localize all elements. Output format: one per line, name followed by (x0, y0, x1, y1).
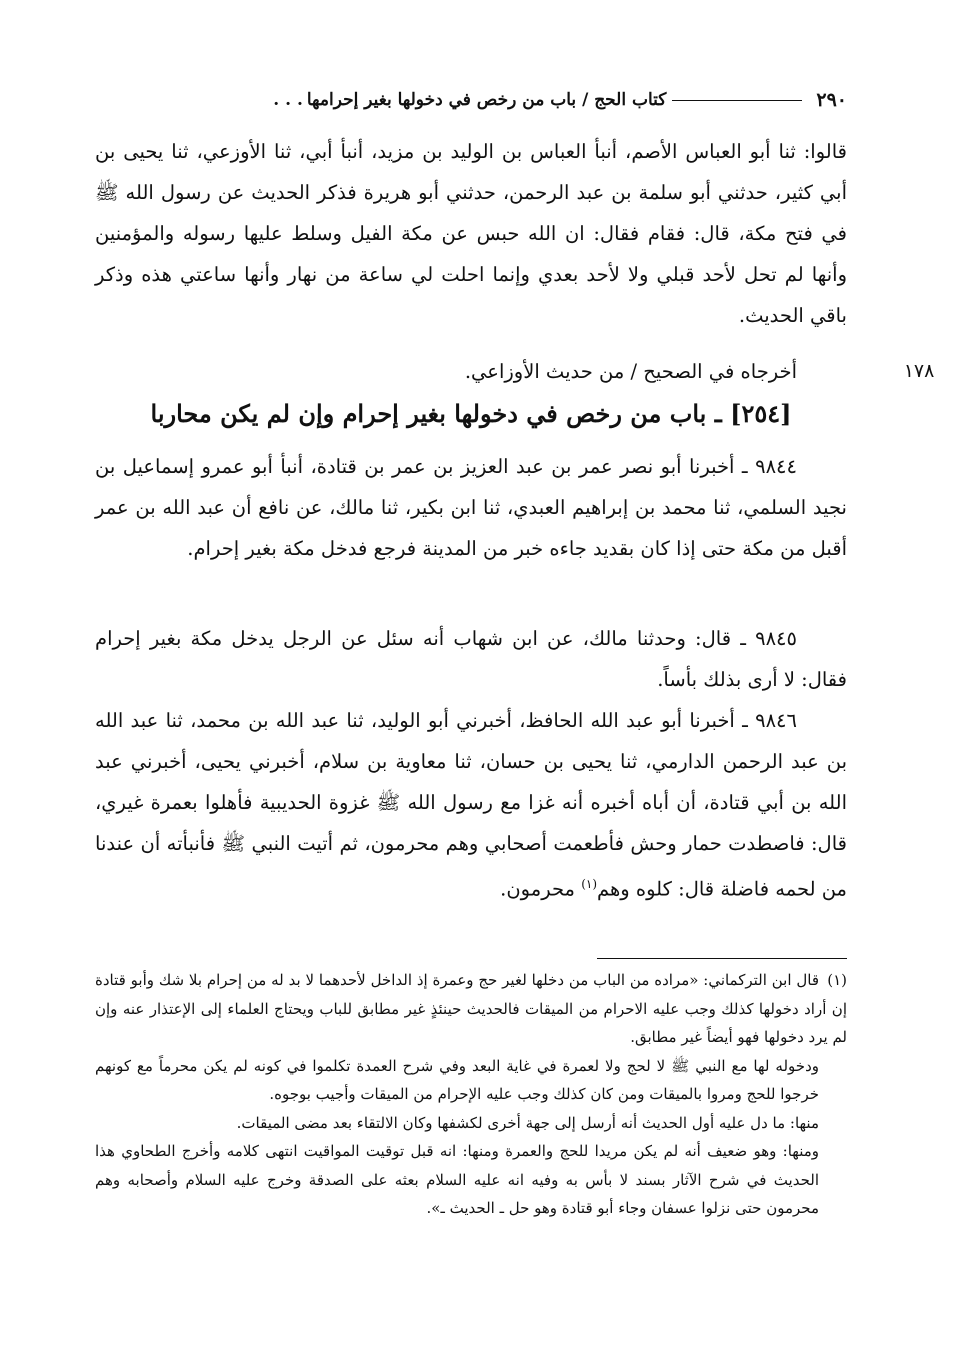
hadith-source-note (95, 351, 847, 392)
hadith-source-text: أخرجاه في الصحيح / من حديث الأوزاعي. (464, 360, 797, 383)
footnote-1-part-2: ودخوله لها مع النبي ﷺ لا لحج ولا لعمرة في غاية البعد وفي شرح العمدة تكلموا في كونه لم يكن محرماً مع كونهم خرجوا للحج ومروا بالميقات ومن كان كذلك وجب عليه الإحرام من الميقات وأجيب بوجوه. (95, 1056, 819, 1103)
header-ellipsis: . . . (273, 90, 303, 110)
footnotes (95, 966, 847, 1223)
hadith-9846 (95, 700, 847, 910)
footnote-1-text: قال ابن التركماني: «مراده من الباب من دخلها لغير حج وعمرة إذ الداخل لأحدهما لا بد له من إحرام بلا شك وأبو قتادة إن أراد دخولها كذلك وجب عليه الاحرام من الميقات فالحديث حينئذٍ غير مطابق للباب ويحتاج العلماء إلى الإعتذار عنه وإن لم يرد دخولها فهو أيضاً غير مطابق. (95, 971, 847, 1046)
footnote-marker: (١) (827, 971, 847, 989)
page-number: ٢٩٠ (816, 89, 847, 111)
chapter-title: [٢٥٤] ـ باب من رخص في دخولها بغير إحرام وإن لم يكن محاربا (150, 399, 792, 428)
header-title: كتاب الحج / باب من رخص في دخولها بغير إحرامها (306, 90, 667, 110)
footnote-reference: (١) (581, 877, 598, 891)
footnote-1 (95, 966, 847, 1052)
paragraph-continuation: قالوا: ثنا أبو العباس الأصم، أنبأ العباس بن الوليد بن مزيد، أنبأ أبي، ثنا الأوزعي، ثنا يحيى بن أبي كثير، حدثني أبو سلمة بن عبد الرحمن، حدثني أبو هريرة فذكر الحديث عن رسول الله ﷺ في فتح مكة، قال: فقام فقال: ان الله حبس عن مكة الفيل وسلط عليها رسوله والمؤمنين وأنها لم تحل لأحد قبلي ولا لأحد بعدي وإنما احلت لي ساعة من نهار وأنها ساعتي هذه وذكر باقي الحديث. (95, 140, 847, 327)
margin-reference-number: ١٧٨ (903, 360, 935, 382)
footnote-separator (597, 958, 847, 959)
hadith-9845: ٩٨٤٥ ـ قال: وحدثنا مالك، عن ابن شهاب أنه سئل عن الرجل يدخل مكة بغير إحرام فقال: لا أرى بذلك بأساً. (95, 627, 847, 691)
footnote-1-part-3: منها: ما دل عليه أول الحديث أنه أرسل إلى جهة أخرى لكشفها وكان الالتقاء بعد مضى الميقات. (236, 1113, 819, 1132)
hadith-9846-text: ٩٨٤٦ ـ أخبرنا أبو عبد الله الحافظ، أخبرني أبو الوليد، ثنا عبد الله بن محمد، ثنا عبد الله بن عبد الرحمن الدارمي، ثنا يحيى بن حسان، ثنا معاوية بن سلام، أخبرني يحيى، أخبرني عبد الله بن أبي قتادة، أن أباه أخبره أنه غزا مع رسول الله ﷺ غزوة الحديبية فأهلوا بعمرة غيري، قال: فاصطدت حمار وحش فأطعمت أصحابي وهم محرمون، ثم أتيت النبي ﷺ فأنبأته أن عندنا من لحمه فاضلة قال: كلوه وهم (95, 709, 847, 901)
hadith-9846-end: محرمون. (500, 877, 582, 901)
hadith-9844: ٩٨٤٤ ـ أخبرنا أبو نصر عمر بن عبد العزيز بن عمر بن قتادة، أنبأ أبو عمرو إسماعيل بن نجيد السلمي، ثنا محمد بن إبراهيم العبدي، ثنا ابن بكير، ثنا مالك، عن نافع أن عبد الله بن عمر أقبل من مكة حتى إذا كان بقديد جاءه خبر من المدينة فرجع فدخل مكة بغير إحرام. (95, 455, 847, 560)
header-rule (672, 100, 802, 101)
running-header (95, 86, 847, 114)
footnote-1-part-4: ومنها: وهو ضعيف أنه لم يكن مريدا للحج والعمرة ومنها: انه قبل توقيت المواقيت انتهى كلامه وأخرج الطحاوي هذا الحديث في شرح الآثار بسند لا بأس به وفيه انه عليه السلام بعثه على الصدقة وخرج عليه السلام وأصحابه وهم محرمون حتى نزلوا عسفان وجاء أبو قتادة وهو حل ـ الحديث ـ». (95, 1142, 819, 1217)
